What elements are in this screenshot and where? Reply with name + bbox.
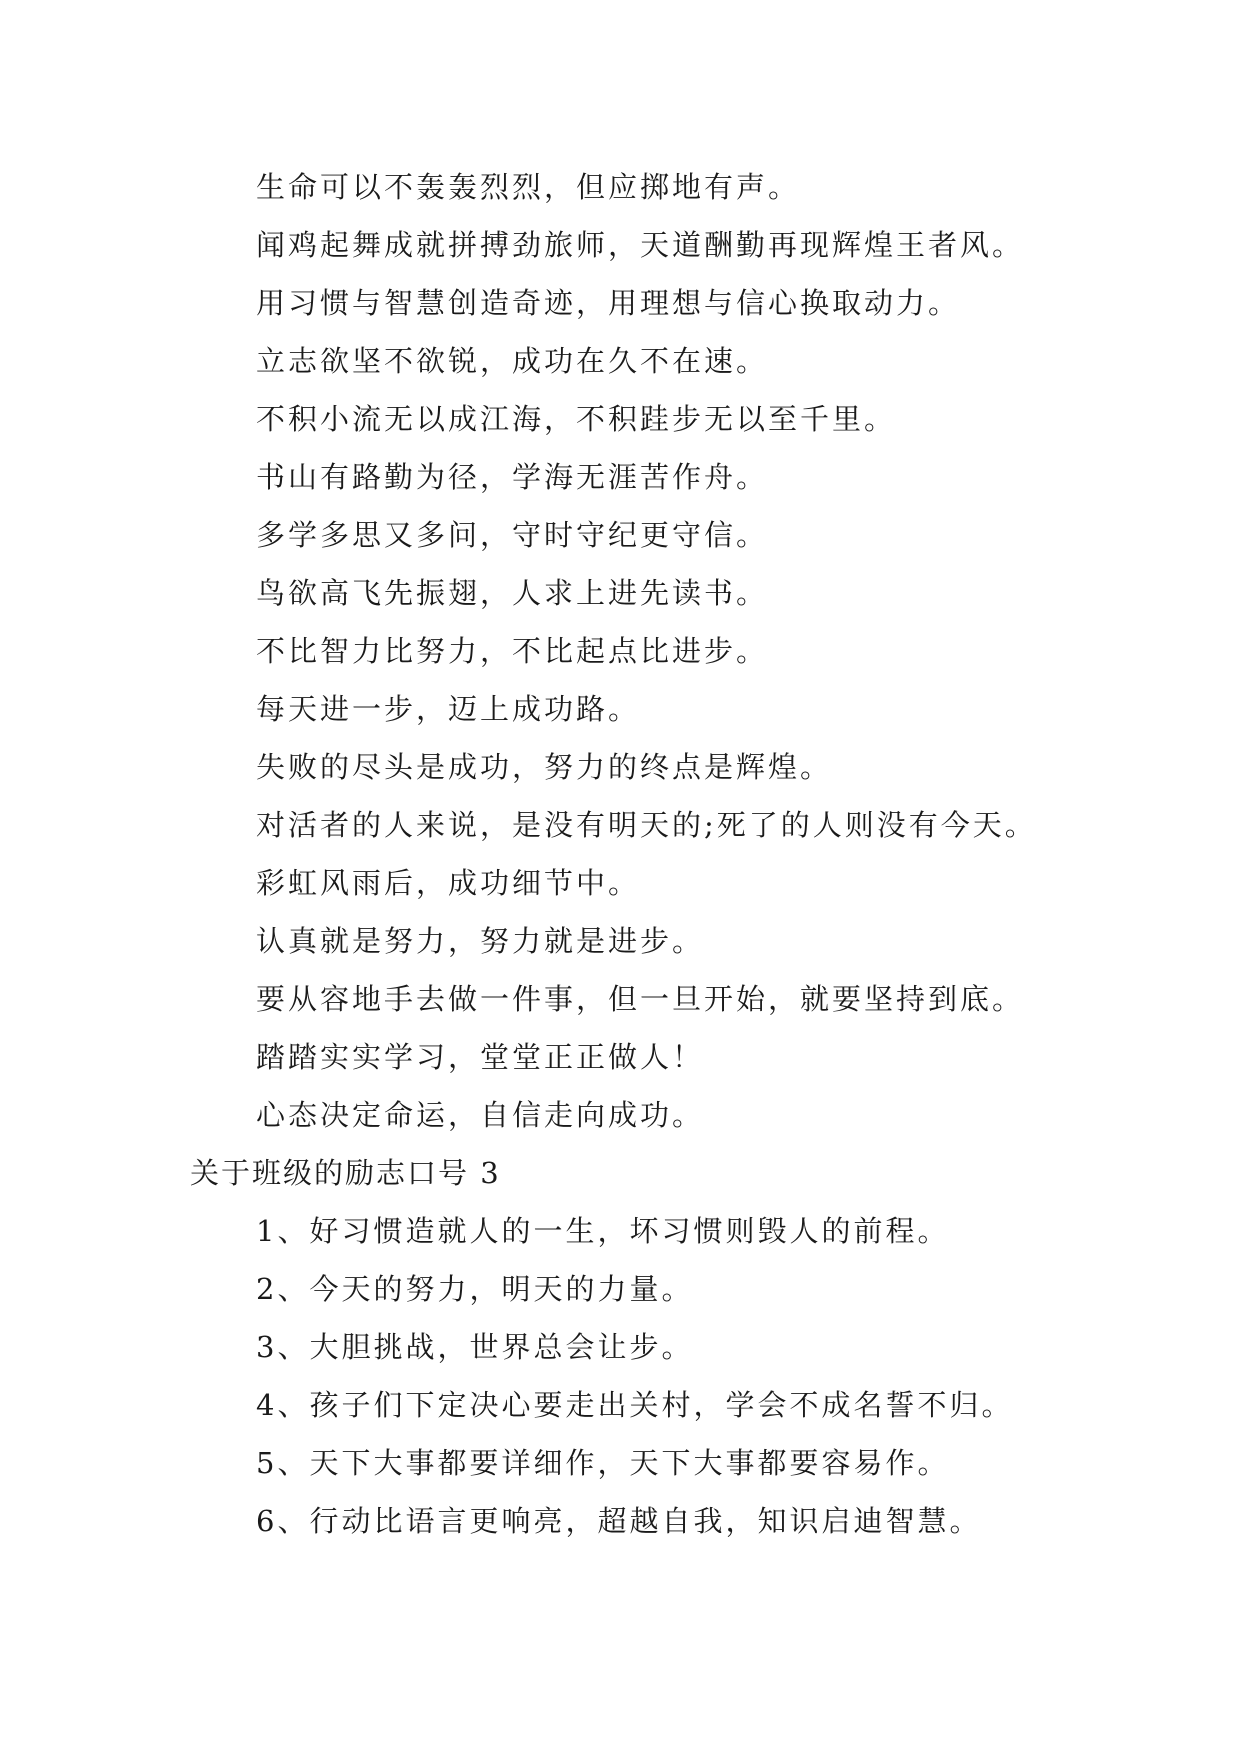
slogan-line: 多学多思又多问，守时守纪更守信。 <box>256 518 769 552</box>
numbered-slogan: 3、大胆挑战，世界总会让步。 <box>256 1330 694 1364</box>
slogan-line: 踏踏实实学习，堂堂正正做人！ <box>256 1040 705 1074</box>
slogan-line: 认真就是努力，努力就是进步。 <box>256 924 705 958</box>
slogan-line: 要从容地手去做一件事，但一旦开始，就要坚持到底。 <box>256 982 1025 1016</box>
slogan-line: 彩虹风雨后，成功细节中。 <box>256 866 641 900</box>
slogan-line: 每天进一步，迈上成功路。 <box>256 692 641 726</box>
slogan-line: 用习惯与智慧创造奇迹，用理想与信心换取动力。 <box>256 286 961 320</box>
slogan-line: 立志欲坚不欲锐，成功在久不在速。 <box>256 344 769 378</box>
slogan-line: 生命可以不轰轰烈烈，但应掷地有声。 <box>256 170 801 204</box>
slogan-line: 不积小流无以成江海，不积跬步无以至千里。 <box>256 402 897 436</box>
section-heading: 关于班级的励志口号 3 <box>190 1156 501 1190</box>
slogan-line: 心态决定命运，自信走向成功。 <box>256 1098 705 1132</box>
numbered-slogan: 4、孩子们下定决心要走出关村，学会不成名誓不归。 <box>256 1388 1014 1422</box>
numbered-slogan: 2、今天的努力，明天的力量。 <box>256 1272 694 1306</box>
slogan-line: 对活者的人来说，是没有明天的;死了的人则没有今天。 <box>256 808 1037 842</box>
slogan-line: 书山有路勤为径，学海无涯苦作舟。 <box>256 460 769 494</box>
slogan-line: 失败的尽头是成功，努力的终点是辉煌。 <box>256 750 833 784</box>
slogan-line: 不比智力比努力，不比起点比进步。 <box>256 634 769 668</box>
numbered-slogan: 1、好习惯造就人的一生，坏习惯则毁人的前程。 <box>256 1214 950 1248</box>
numbered-slogan: 5、天下大事都要详细作，天下大事都要容易作。 <box>256 1446 950 1480</box>
slogan-line: 鸟欲高飞先振翅，人求上进先读书。 <box>256 576 769 610</box>
slogan-line: 闻鸡起舞成就拼搏劲旅师，天道酬勤再现辉煌王者风。 <box>256 228 1025 262</box>
numbered-slogan: 6、行动比语言更响亮，超越自我，知识启迪智慧。 <box>256 1504 982 1538</box>
